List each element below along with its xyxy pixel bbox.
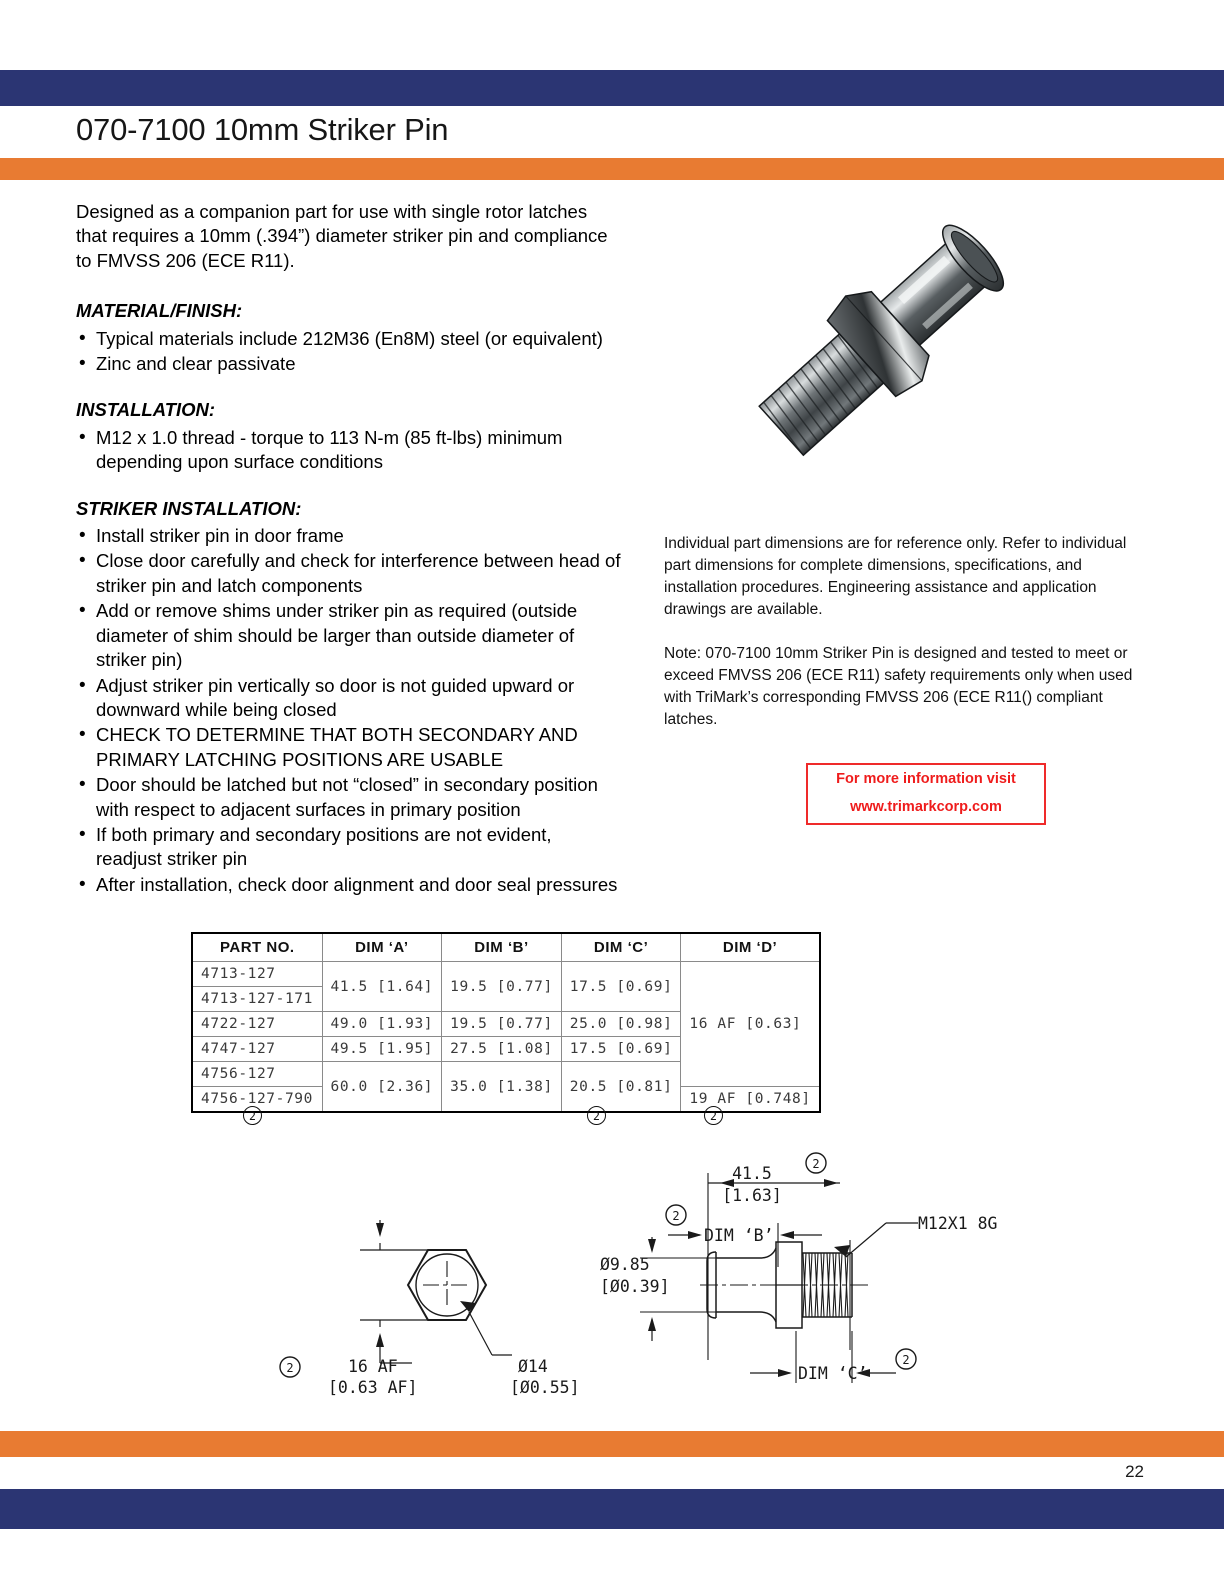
reference-note-paragraph: Individual part dimensions are for reference only. Refer to individual part dimensions for complete dimensions, specifications, and installation procedures. Engineering assistance and application drawings are available. [664, 535, 1127, 618]
cell-dim-c: 17.5 [0.69] [561, 962, 681, 1012]
page-number: 22 [1125, 1462, 1144, 1481]
revision-mark-icon: 2 [672, 1209, 680, 1223]
label-thread: M12X1 8G [918, 1214, 998, 1233]
cell-dim-c: 17.5 [0.69] [561, 1037, 681, 1062]
column-header-dim-c: DIM ‘C’ [561, 933, 681, 962]
cell-dim-a: 41.5 [1.64] [322, 962, 442, 1012]
cell-dim-a: 60.0 [2.36] [322, 1062, 442, 1113]
list-item: • Adjust striker pin vertically so door is not guided upward or downward while being closed [76, 674, 621, 723]
cell-dim-a: 49.5 [1.95] [322, 1037, 442, 1062]
installation-list [76, 426, 621, 475]
revision-mark-icon: 2 [812, 1157, 820, 1171]
column-header-dim-d: DIM ‘D’ [681, 933, 820, 962]
info-box-line2: www.trimarkcorp.com [850, 799, 1002, 815]
list-item: • If both primary and secondary positions are not evident, readjust striker pin [76, 823, 621, 872]
striker-installation-heading: STRIKER INSTALLATION: [76, 497, 302, 519]
striker-installation-list [76, 524, 621, 897]
page-title: 070-7100 10mm Striker Pin [76, 112, 449, 147]
cell-dim-a: 49.0 [1.93] [322, 1012, 442, 1037]
dimension-table [191, 932, 821, 1113]
table-row [192, 962, 820, 987]
column-header-part-no: PART NO. [192, 933, 322, 962]
cell-part-no: 4713-127-171 [192, 987, 322, 1012]
label-pin-diameter-inch: [Ø0.39] [600, 1277, 670, 1296]
label-pin-diameter-mm: Ø9.85 [600, 1255, 650, 1274]
list-item: • After installation, check door alignment and door seal pressures [76, 873, 621, 897]
header-band-orange [0, 158, 1224, 180]
cell-dim-d: 16 AF [0.63] [681, 962, 820, 1087]
list-item: • Add or remove shims under striker pin as required (outside diameter of shim should be larger than outside diameter of striker pin) [76, 599, 621, 672]
left-text-column [76, 200, 621, 919]
cell-dim-b: 35.0 [1.38] [442, 1062, 562, 1113]
cell-part-no: 4756-127-790 [192, 1087, 322, 1113]
list-item: • CHECK TO DETERMINE THAT BOTH SECONDARY AND PRIMARY LATCHING POSITIONS ARE USABLE [76, 723, 621, 772]
label-across-flats-inch: [0.63 AF] [328, 1378, 418, 1397]
info-box-line1: For more information visit [836, 771, 1016, 788]
list-item: • Door should be latched but not “closed” in secondary position with respect to adjacent surfaces in primary position [76, 773, 621, 822]
label-overall-inch: [1.63] [722, 1186, 782, 1205]
list-item: • Install striker pin in door frame [76, 524, 621, 548]
footer-band-navy [0, 1489, 1224, 1529]
material-list [76, 327, 621, 377]
striker-pin-photo [700, 185, 1050, 505]
table-revision-marks [191, 1106, 791, 1132]
revision-mark-icon: 2 [902, 1353, 910, 1367]
cell-dim-c: 20.5 [0.81] [561, 1062, 681, 1113]
list-item: • M12 x 1.0 thread - torque to 113 N-m (85 ft-lbs) minimum depending upon surface conditions [76, 426, 621, 475]
cell-dim-b: 19.5 [0.77] [442, 962, 562, 1012]
label-diameter-inch: [Ø0.55] [510, 1378, 580, 1397]
cell-part-no: 4747-127 [192, 1037, 322, 1062]
header-band-navy [0, 70, 1224, 106]
striker-pin-side-drawing [600, 1145, 1030, 1420]
revision-mark-icon: 2 [243, 1106, 262, 1125]
cell-dim-b: 27.5 [1.08] [442, 1037, 562, 1062]
cell-dim-c: 25.0 [0.98] [561, 1012, 681, 1037]
intro-paragraph: Designed as a companion part for use with single rotor latches that requires a 10mm (.394”) diameter striker pin and compliance to FMVSS 206 (ECE R11). [76, 201, 608, 271]
dimension-table-container [191, 932, 821, 1113]
column-header-dim-a: DIM ‘A’ [322, 933, 442, 962]
compliance-note-paragraph: Note: 070-7100 10mm Striker Pin is designed and tested to meet or exceed FMVSS 206 (ECE R11) safety requirements only when used with TriMark’s corresponding FMVSS 206 (ECE R11() compliant latches. [664, 645, 1133, 728]
material-heading: MATERIAL/FINISH: [76, 300, 243, 322]
installation-heading: INSTALLATION: [76, 399, 216, 421]
label-diameter: Ø14 [518, 1357, 548, 1376]
cell-dim-d-last: 19 AF [0.748] [681, 1087, 820, 1113]
cell-dim-b: 19.5 [0.77] [442, 1012, 562, 1037]
list-item: • Typical materials include 212M36 (En8M) steel (or equivalent) [76, 327, 621, 351]
cell-part-no: 4756-127 [192, 1062, 322, 1087]
revision-mark-icon: 2 [587, 1106, 606, 1125]
table-header-row [192, 933, 820, 962]
cell-part-no: 4713-127 [192, 962, 322, 987]
label-across-flats: 16 AF [348, 1357, 398, 1376]
list-item: • Close door carefully and check for interference between head of striker pin and latch components [76, 549, 621, 598]
cell-part-no: 4722-127 [192, 1012, 322, 1037]
list-item: • Zinc and clear passivate [76, 352, 621, 376]
more-information-box[interactable] [806, 763, 1046, 825]
hex-head-drawing [260, 1215, 620, 1420]
label-overall-mm: 41.5 [732, 1164, 772, 1183]
reference-notes [664, 533, 1149, 731]
revision-mark-icon: 2 [704, 1106, 723, 1125]
label-dim-c: DIM ‘C’ [798, 1364, 868, 1383]
footer-band-orange [0, 1431, 1224, 1457]
label-dim-b: DIM ‘B’ [704, 1226, 774, 1245]
column-header-dim-b: DIM ‘B’ [442, 933, 562, 962]
revision-mark-icon: 2 [286, 1361, 294, 1375]
